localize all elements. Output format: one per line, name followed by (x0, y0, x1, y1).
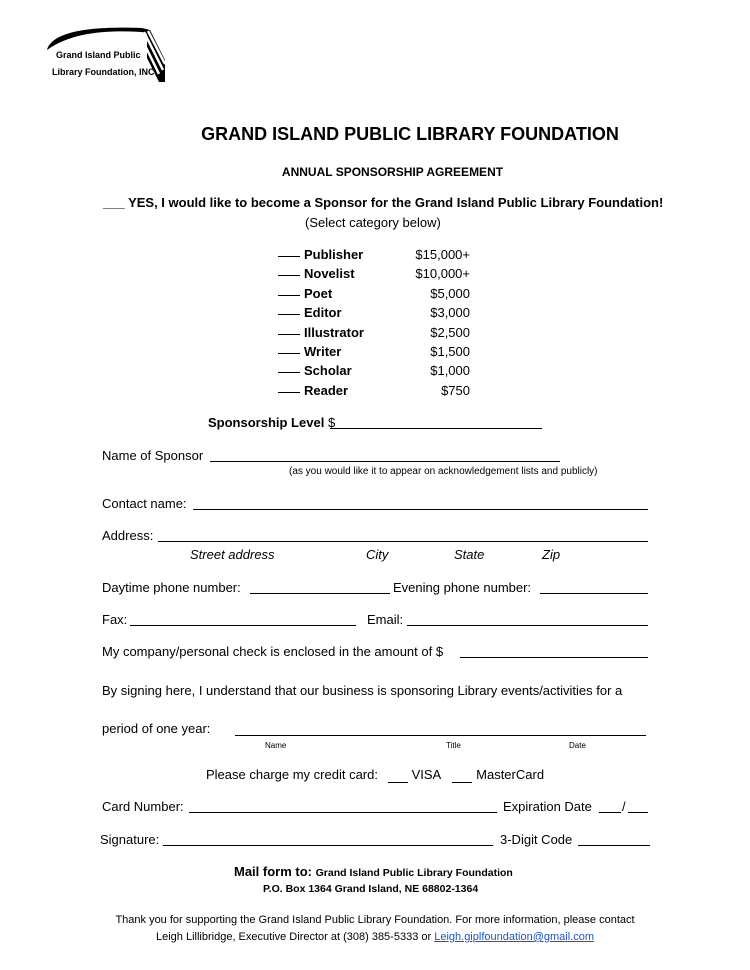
category-illustrator[interactable] (278, 325, 478, 344)
evening-phone-field[interactable] (540, 593, 648, 594)
expiration-month-field[interactable] (599, 812, 621, 813)
sig-date-hint: Date (569, 741, 586, 750)
footer-line-1: Thank you for supporting the Grand Island Public Library Foundation. For more information, please contact (115, 914, 635, 926)
sig-title-hint: Title (446, 741, 461, 750)
city-hint: City (366, 547, 389, 562)
mastercard-label: MasterCard (476, 767, 545, 782)
signing-statement: By signing here, I understand that our business is sponsoring Library events/activities for a (102, 683, 623, 698)
category-amount: $10,000+ (415, 266, 470, 281)
mail-form-label: Mail form to: (234, 864, 312, 879)
logo-text-line2: Library Foundation, INC (52, 67, 155, 77)
select-category-note: (Select category below) (305, 215, 441, 230)
sponsorship-level-text: Sponsorship Level (208, 415, 325, 430)
category-amount: $2,500 (430, 325, 470, 340)
mail-address: P.O. Box 1364 Grand Island, NE 68802-1364 (263, 883, 479, 895)
evening-phone-label: Evening phone number: (393, 580, 532, 595)
logo-text-line1: Grand Island Public (56, 50, 141, 60)
contact-name-label: Contact name: (102, 496, 187, 511)
category-label: Reader (304, 383, 349, 398)
category-amount: $1,000 (430, 363, 470, 378)
category-label: Poet (304, 286, 333, 301)
signature-field[interactable] (163, 845, 493, 846)
digit-code-field[interactable] (578, 845, 650, 846)
signature-label: Signature: (100, 832, 160, 847)
category-amount: $3,000 (430, 305, 470, 320)
signature-name-title-date-field[interactable] (235, 735, 646, 736)
name-of-sponsor-field[interactable] (210, 461, 560, 462)
checkbox-blank[interactable] (278, 313, 300, 315)
visa-label: VISA (411, 767, 441, 782)
category-novelist[interactable] (278, 266, 478, 285)
category-editor[interactable] (278, 305, 478, 324)
category-publisher[interactable] (278, 247, 478, 266)
page-subtitle: ANNUAL SPONSORSHIP AGREEMENT (281, 165, 504, 179)
category-scholar[interactable] (278, 363, 478, 382)
category-reader[interactable] (278, 383, 478, 402)
checkbox-blank[interactable] (278, 391, 300, 393)
state-hint: State (454, 547, 485, 562)
mastercard-checkbox-blank[interactable] (452, 767, 472, 783)
email-label: Email: (367, 612, 404, 627)
category-label: Editor (304, 305, 342, 320)
checkbox-blank[interactable] (278, 371, 300, 373)
category-label: Publisher (304, 247, 364, 262)
category-writer[interactable] (278, 344, 478, 363)
expiration-date-label: Expiration Date (503, 799, 592, 814)
card-number-field[interactable] (189, 812, 497, 813)
sponsorship-level-field[interactable] (330, 428, 542, 429)
address-label: Address: (102, 528, 154, 543)
footer-line-2 (0, 931, 750, 943)
expiration-year-field[interactable] (628, 812, 648, 813)
check-amount-field[interactable] (460, 657, 648, 658)
street-address-hint: Street address (190, 547, 275, 562)
checkbox-blank[interactable] (278, 255, 300, 257)
card-number-label: Card Number: (102, 799, 184, 814)
period-of-one-year-label: period of one year: (102, 721, 211, 736)
sig-name-hint: Name (265, 741, 287, 750)
category-poet[interactable] (278, 286, 478, 305)
category-amount: $750 (441, 383, 470, 398)
charge-credit-card-line (206, 767, 544, 783)
checkbox-blank[interactable] (278, 294, 300, 296)
daytime-phone-label: Daytime phone number: (102, 580, 241, 595)
name-of-sponsor-label: Name of Sponsor (102, 448, 204, 463)
category-amount: $1,500 (430, 344, 470, 359)
charge-label: Please charge my credit card: (206, 767, 378, 782)
category-label: Novelist (304, 266, 355, 281)
mail-org: Grand Island Public Library Foundation (315, 867, 513, 879)
contact-name-field[interactable] (193, 509, 648, 510)
fax-label: Fax: (102, 612, 128, 627)
dollar-sign: $ (327, 415, 336, 430)
daytime-phone-field[interactable] (250, 593, 390, 594)
footer-contact-text: Leigh Lillibridge, Executive Director at (308) 385-5333 or (156, 931, 435, 943)
digit-code-label: 3-Digit Code (500, 832, 573, 847)
page-title: GRAND ISLAND PUBLIC LIBRARY FOUNDATION (201, 124, 619, 144)
visa-checkbox-blank[interactable] (388, 767, 408, 783)
sponsorship-level-label (208, 415, 335, 430)
yes-sponsor-line[interactable]: ___ YES, I would like to become a Sponsor for the Grand Island Public Library Foundation! (103, 195, 664, 210)
mail-form-line (234, 864, 513, 879)
zip-hint: Zip (542, 547, 561, 562)
category-label: Illustrator (304, 325, 364, 340)
footer-email-link[interactable]: Leigh.giplfoundation@gmail.com (434, 931, 594, 943)
checkbox-blank[interactable] (278, 352, 300, 354)
category-amount: $15,000+ (415, 247, 470, 262)
category-amount: $5,000 (430, 286, 470, 301)
checkbox-blank[interactable] (278, 274, 300, 276)
email-field[interactable] (407, 625, 648, 626)
check-enclosed-label: My company/personal check is enclosed in the amount of $ (102, 644, 444, 659)
address-field[interactable] (158, 541, 648, 542)
category-label: Writer (304, 344, 342, 359)
fax-field[interactable] (130, 625, 356, 626)
name-of-sponsor-note: (as you would like it to appear on acknowledgement lists and publicly) (289, 466, 598, 477)
category-label: Scholar (304, 363, 352, 378)
checkbox-blank[interactable] (278, 333, 300, 335)
expiration-slash: / (622, 799, 626, 814)
